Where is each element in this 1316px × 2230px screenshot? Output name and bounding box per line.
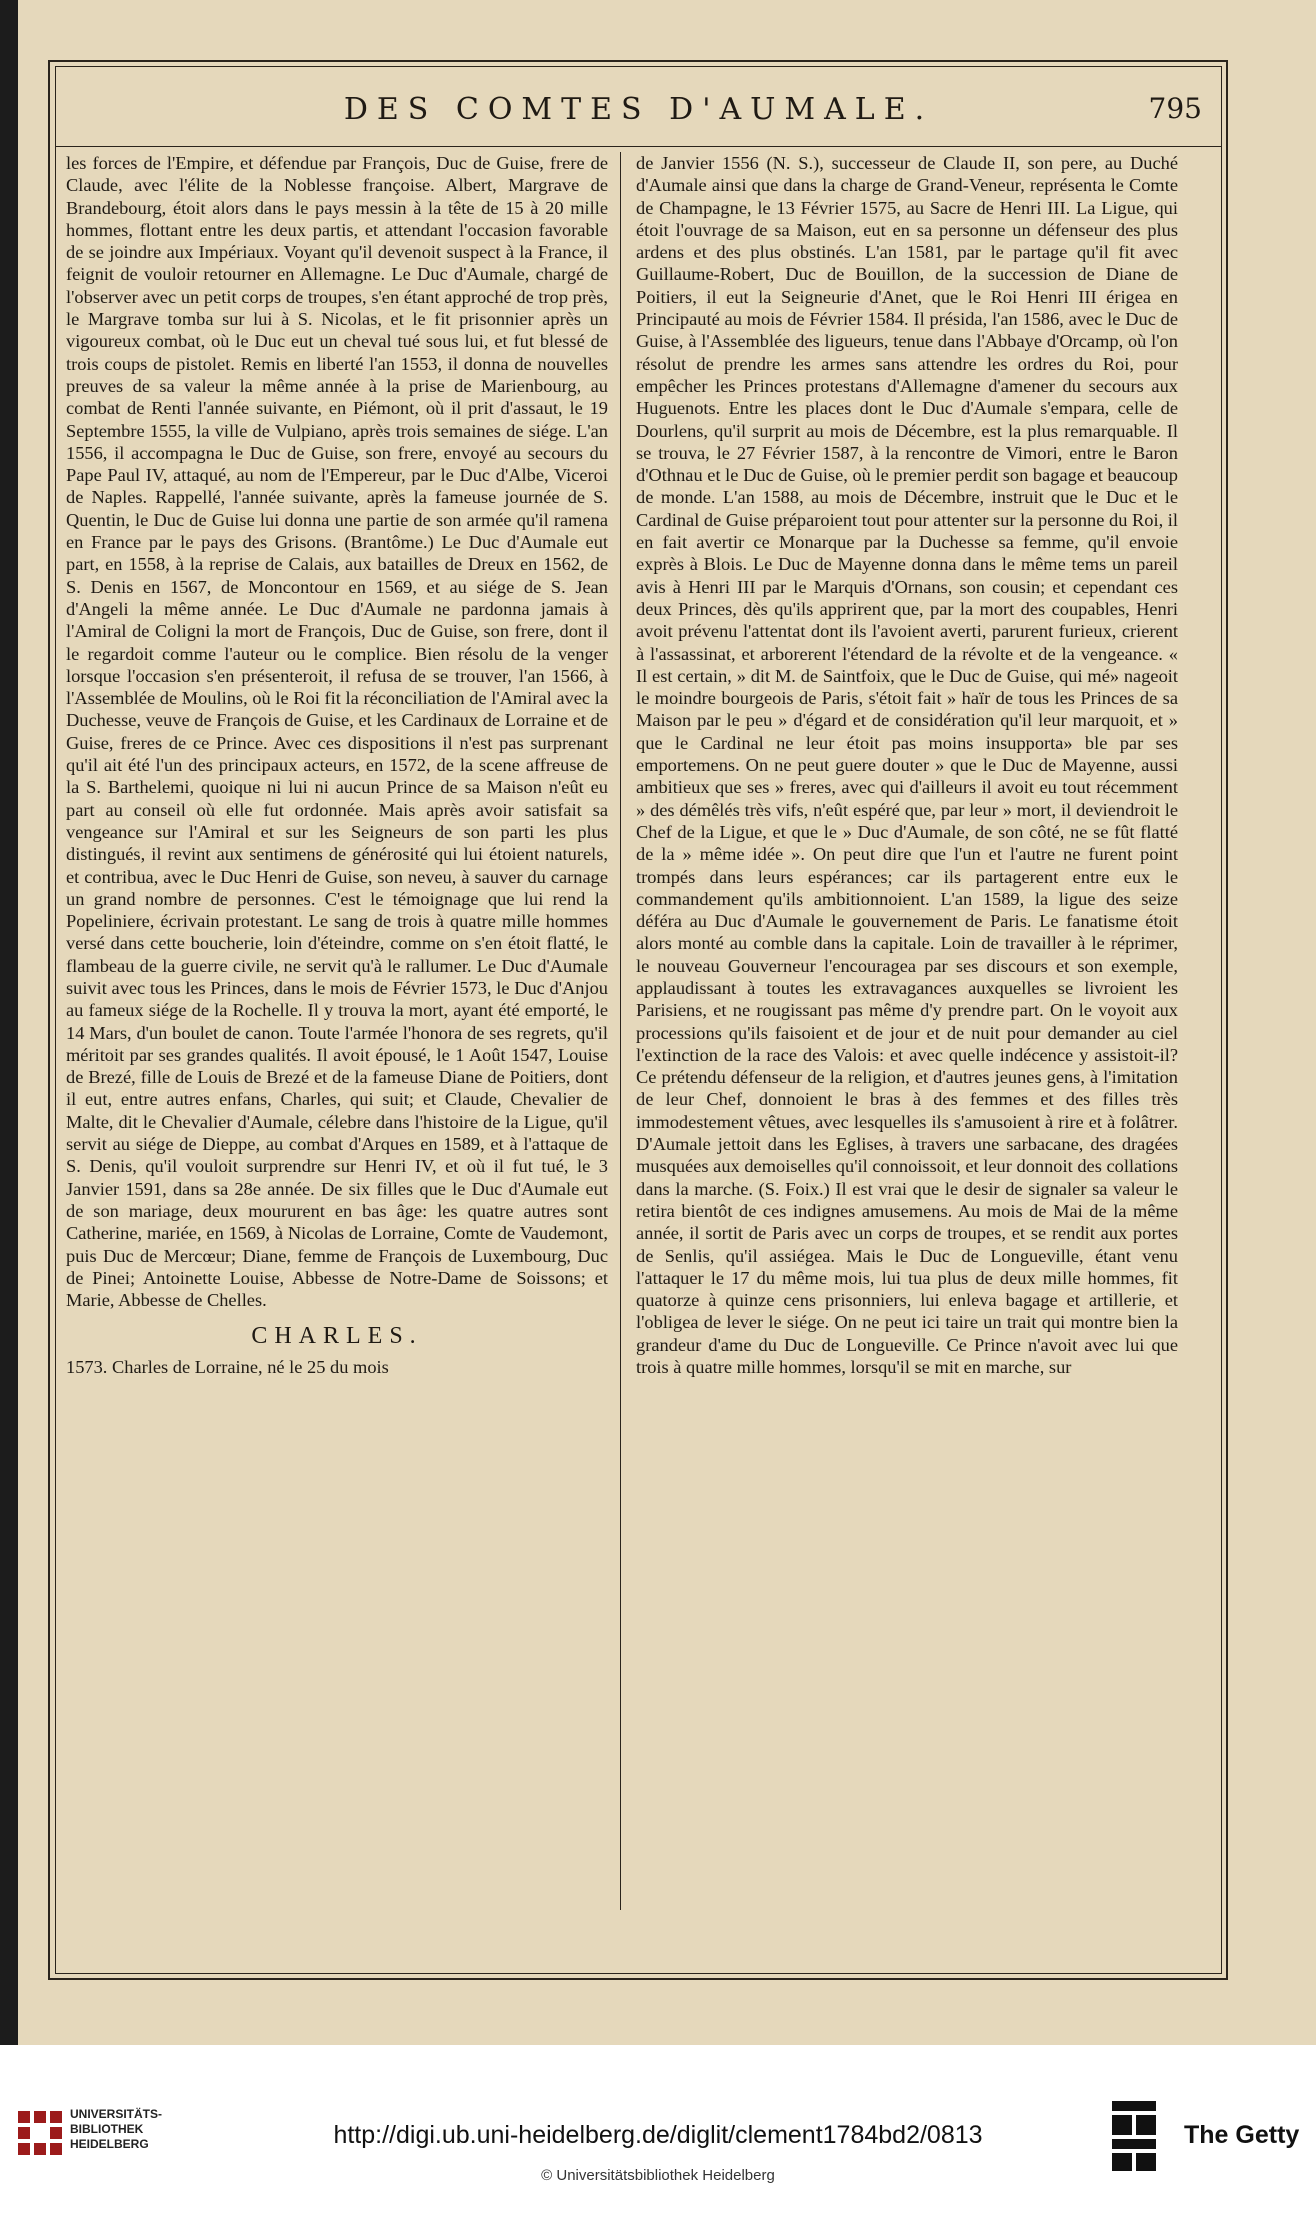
page-number: 795 xyxy=(1148,92,1202,125)
right-column xyxy=(636,152,1178,1917)
left-column xyxy=(66,152,608,1917)
page-header xyxy=(55,86,1222,146)
partner-name[interactable]: The Getty xyxy=(1184,2121,1300,2149)
section-heading: CHARLES. xyxy=(251,1323,423,1350)
section-opening-line: 1573. Charles de Lorraine, né le 25 du mois xyxy=(66,1356,389,1377)
getty-logo-icon[interactable] xyxy=(1112,2101,1156,2171)
running-title: DES COMTES D'AUMALE. xyxy=(343,92,934,127)
left-column-paragraph: les forces de l'Empire, et défendue par François, Duc de Guise, frere de Claude, avec l'élite de la Noblesse françoise. Albert, Margrave de Brandebourg, étoit alors dans le pays messin à la tête de 15 à 20 mille hommes, flottant entre les deux partis, et attendant l'occasion favorable de se joindre aux Impériaux. Voyant qu'il devenoit suspect à la France, il feignit de vouloir retourner en Allemagne. Le Duc d'Aumale, chargé de l'observer avec un petit corps de troupes, s'en étant approché de trop près, le Margrave tomba sur lui à S. Nicolas, et le fit prisonnier après un vigoureux combat, où le Duc eut un cheval tué sous lui, et fut blessé de trois coups de pistolet. Remis en liberté l'an 1553, il donna de nouvelles preuves de sa valeur la même année à la prise de Marienbourg, au combat de Renti l'année suivante, en Piémont, où il prit d'assaut, le 19 Septembre 1555, la ville de Vulpiano, après trois semaines de siége. L'an 1556, il accompagna le Duc de Guise, son frere, envoyé au secours du Pape Paul IV, attaqué, au nom de l'Empereur, par le Duc d'Albe, Viceroi de Naples. Rappellé, l'année suivante, après la fameuse journée de S. Quentin, le Duc de Guise lui donna une partie de son armée qu'il ramena en France par le pays des Grisons. (Brantôme.) Le Duc d'Aumale eut part, en 1558, à la reprise de Calais, aux batailles de Dreux en 1562, de S. Denis en 1567, de Moncontour en 1569, et au siége de S. Jean d'Angeli la même année. Le Duc d'Aumale ne pardonna jamais à l'Amiral de Coligni la mort de François, Duc de Guise, son frere, dont il le regardoit comme l'auteur ou le complice. Bien résolu de la venger lorsque l'occasion s'en présenteroit, il refusa de se trouver, l'an 1566, à l'Assemblée de Moulins, où le Roi fit la réconciliation de l'Amiral avec la Duchesse, veuve de François de Guise, et les Cardinaux de Lorraine et de Guise, freres de ce Prince. Avec ces dispositions il n'est pas surprenant qu'il ait été l'un des principaux acteurs, en 1572, de la scene affreuse de la S. Barthelemi, quoique ni lui ni aucun Prince de sa Maison n'eût eu part au conseil où elle fut ordonnée. Mais après avoir satisfait sa vengeance sur l'Amiral et sur les Seigneurs de son parti les plus distingués, il revint aux sentimens de générosité qui lui étoient naturels, et contribua, avec le Duc Henri de Guise, son neveu, à sauver du carnage un grand nombre de personnes. C'est le témoignage que lui rend la Popeliniere, écrivain protestant. Le sang de trois à quatre mille hommes versé dans cette boucherie, loin d'éteindre, comme on s'en étoit flatté, le flambeau de la guerre civile, ne servit qu'à le rallumer. Le Duc d'Aumale suivit avec tous les Princes, dans le mois de Février 1573, le Duc d'Anjou au fameux siége de la Rochelle. Il y trouva la mort, ayant été emporté, le 14 Mars, d'un boulet de canon. Toute l'armée l'honora de ses regrets, qu'il méritoit par ses grandes qualités. Il avoit épousé, le 1 Août 1547, Louise de Brezé, fille de Louis de Brezé et de la fameuse Diane de Poitiers, dont il eut, entre autres enfans, Charles, qui suit; et Claude, Chevalier de Malte, dit le Chevalier d'Aumale, célebre dans l'histoire de la Ligue, qu'il servit au siége de Dieppe, au combat d'Arques en 1589, et à l'attaque de S. Denis, qu'il vouloit surprendre sur Henri IV, et où il fut tué, le 3 Janvier 1591, dans sa 28e année. De six filles que le Duc d'Aumale eut de son mariage, deux moururent en bas âge: les quatre autres sont Catherine, mariée, en 1569, à Nicolas de Lorraine, Comte de Vaudemont, puis Duc de Mercœur; Diane, femme de François de Luxembourg, Duc de Pinei; Antoinette Louise, Abbesse de Notre-Dame de Soissons; et Marie, Abbesse de Chelles. xyxy=(66,153,608,1311)
column-divider xyxy=(620,152,621,1910)
copyright-notice: © Universitätsbibliothek Heidelberg xyxy=(541,2167,775,2184)
university-library-name: UNIVERSITÄTS- BIBLIOTHEK HEIDELBERG xyxy=(70,2107,163,2151)
header-rule xyxy=(55,146,1222,147)
right-column-paragraph: de Janvier 1556 (N. S.), successeur de Claude II, son pere, au Duché d'Aumale ainsi que dans la charge de Grand-Veneur, représenta le Comte de Champagne, le 13 Février 1575, au Sacre de Henri III. La Ligue, qui étoit l'ouvrage de sa Maison, eut en sa personne un défenseur des plus ardens et des plus obstinés. L'an 1581, par le partage qu'il fit avec Guillaume-Robert, Duc de Bouillon, de la succession de Diane de Poitiers, il eut la Seigneurie d'Anet, que le Roi Henri III érigea en Principauté au mois de Février 1584. Il présida, l'an 1586, avec le Duc de Guise, à l'Assemblée des ligueurs, tenue dans l'Abbaye d'Orcamp, où l'on résolut de prendre les armes sans attendre les ordres du Roi, pour empêcher les Princes protestans d'Allemagne d'amener du secours aux Huguenots. Entre les places dont le Duc d'Aumale s'empara, celle de Dourlens, qu'il surprit au mois de Décembre, est la plus remarquable. Il se trouva, le 27 Février 1587, à la rencontre de Vimori, entre le Baron d'Othnau et le Duc de Guise, où le premier perdit son bagage et beaucoup de monde. L'an 1588, au mois de Décembre, instruit que le Duc et le Cardinal de Guise préparoient tout pour attenter sur la personne du Roi, il en fait avertir ce Monarque par la Duchesse sa femme, qu'il envoie exprès à Blois. Le Duc de Mayenne donna dans le même tems un pareil avis à Henri III par le Marquis d'Ornans, son cousin; et cependant ces deux Princes, dès qu'ils apprirent que, par la mort des coupables, Henri avoit prévenu l'attentat dont ils l'avoient averti, parurent furieux, crierent à l'assassinat, et arborerent l'étendard de la révolte et de la vengeance. « Il est certain, » dit M. de Saintfoix, que le Duc de Guise, qui mé» nageoit le moindre bourgeois de Paris, s'étoit fait » haïr de tous les Princes de sa Maison par le peu » d'égard et de considération qu'il leur marquoit, et » que le Cardinal ne leur étoit pas moins insupporta» ble par ses emportemens. On ne peut guere douter » que le Duc de Mayenne, aussi ambitieux que ses » freres, avec qui d'ailleurs il avoit eu tout récemment » des démêlés très vifs, n'eût espéré que, par leur » mort, il deviendroit le Chef de la Ligue, et que le » Duc d'Aumale, de son côté, ne se fût flatté de la » même idée ». On peut dire que l'un et l'autre ne furent point trompés dans leurs espérances; car ils partagerent entre eux le commandement qu'ils ambitionnoient. L'an 1589, la ligue des seize déféra au Duc d'Aumale le gouvernement de Paris. Le fanatisme étoit alors monté au comble dans la capitale. Loin de travailler à le réprimer, le nouveau Gouverneur l'encourageа par ses discours et son exemple, applaudissant à toutes les extravagances auxquelles se livroient les Parisiens, et ne rougissant pas même d'y prendre part. On le voyoit aux processions qu'ils faisoient et de jour et de nuit pour demander au ciel l'extinction de la race des Valois: et avec quelle indécence y assistoit-il? Ce prétendu défenseur de la religion, et d'autres jeunes gens, à l'imitation de leur Chef, donnoient le bras à des femmes et des filles très immodestement vêtues, avec lesquelles ils s'amusoient à rire et à folâtrer. D'Aumale jettoit dans les Eglises, à travers une sarbacane, des dragées musquées aux demoiselles qu'il connoissoit, et leur donnoit des collations dans la marche. (S. Foix.) Il est vrai que le desir de signaler sa valeur le retira bientôt de ces indignes amusemens. Au mois de Mai de la même année, il sortit de Paris avec un corps de troupes, et se rendit aux portes de Senlis, qu'il assiégea. Mais le Duc de Longueville, étant venu l'attaquer le 17 du même mois, lui tua plus de deux mille hommes, fit quatorze à quinze cens prisonniers, lui enleva bagage et artillerie, et l'obligea de lever le siége. On ne peut ici taire un trait qui montre bien la grandeur d'ame du Duc de Longueville. Ce Prince n'avoit avec lui que trois à quatre mille hommes, lorsqu'il se mit en marche, sur xyxy=(636,153,1178,1378)
viewer-footer xyxy=(0,2045,1316,2230)
permalink-url[interactable]: http://digi.ub.uni-heidelberg.de/diglit/clement1784bd2/0813 xyxy=(333,2121,983,2149)
